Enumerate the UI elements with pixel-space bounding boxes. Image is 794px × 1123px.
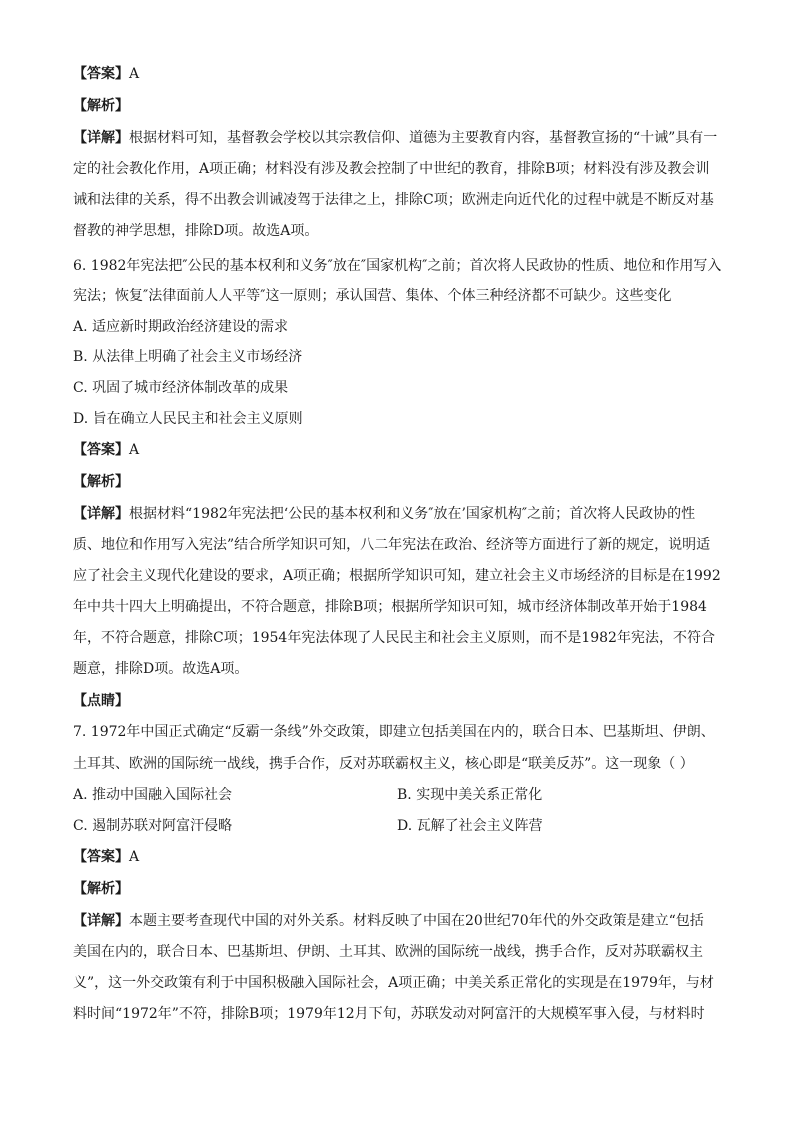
question-stem-line: 6. 1982年宪法把″公民的基本权利和义务″放在″国家机构″之前；首次将人民政协的性质、地位和作用写入 (73, 258, 722, 274)
detail-line: 督教的神学思想，排除D项。故选A项。 (73, 223, 319, 239)
answer-label: 【答案】 (73, 442, 129, 458)
detail-line: 义”，这一外交政策有利于中国积极融入国际社会，A项正确；中美关系正常化的实现是在1979年，与材 (73, 975, 714, 991)
answer-label: 【答案】 (73, 66, 129, 82)
question-stem-line: 宪法；恢复″法律面前人人平等″这一原则；承认国营、集体、个体三种经济都不可缺少。这些变化 (73, 288, 672, 304)
detail-line: 题意，排除D项。故选A项。 (73, 661, 249, 677)
option-d: D. 旨在确立人民民主和社会主义原则 (73, 411, 303, 427)
detail-line: 美国在内的，联合日本、巴基斯坦、伊朗、土耳其、欧洲的国际统一战线，携手合作，反对苏联霸权主 (73, 944, 703, 960)
answer-label: 【答案】 (73, 849, 129, 865)
question-stem-line: 土耳其、欧洲的国际统一战线，携手合作，反对苏联霸权主义，核心即是“联美反苏”。这一现象（ ） (73, 756, 694, 772)
option-b: B. 从法律上明确了社会主义市场经济 (73, 349, 303, 365)
analysis-label: 【解析】 (73, 98, 129, 114)
detail-text: 根据材料“1982年宪法把‘公民的基本权利和义务″放在’国家机构″之前；首次将人民政协的性 (129, 506, 696, 522)
detail-line: 年中共十四大上明确提出，不符合题意，排除B项；根据所学知识可知，城市经济体制改革开始于1984 (73, 599, 707, 615)
answer-line (73, 847, 139, 867)
analysis-label: 【解析】 (73, 474, 129, 490)
answer-line (73, 440, 139, 460)
detail-text: 根据材料可知，基督教会学校以其宗教信仰、道德为主要教育内容，基督教宣扬的“十诫”具有一 (129, 130, 718, 146)
answer-value: A (129, 849, 140, 865)
detail-line (73, 128, 717, 148)
question-stem-line: 7. 1972年中国正式确定“反霸一条线”外交政策，即建立包括美国在内的，联合日本、巴基斯坦、伊朗、 (73, 724, 715, 740)
detail-text: 本题主要考查现代中国的对外关系。材料反映了中国在20世纪70年代的外交政策是建立“包括 (129, 913, 704, 929)
option-a: A. 适应新时期政治经济建设的需求 (73, 319, 289, 335)
option-a: A. 推动中国融入国际社会 (73, 787, 233, 803)
analysis-label: 【解析】 (73, 881, 129, 897)
detail-line: 诫和法律的关系，得不出教会训诫凌驾于法律之上，排除C项；欧洲走向近代化的过程中就是不断反对基 (73, 192, 714, 208)
answer-line (73, 64, 139, 84)
option-b: B. 实现中美关系正常化 (397, 787, 543, 803)
option-c: C. 巩固了城市经济体制改革的成果 (73, 380, 289, 396)
detail-line: 年，不符合题意，排除C项；1954年宪法体现了人民民主和社会主义原则，而不是1982年宪法，不符合 (73, 630, 715, 646)
detail-line: 质、地位和作用写入宪法”结合所学知识可知，八二年宪法在政治、经济等方面进行了新的规定，说明适 (73, 537, 711, 553)
option-c: C. 遏制苏联对阿富汗侵略 (73, 818, 233, 834)
detail-label: 【详解】 (73, 130, 129, 146)
answer-value: A (129, 66, 140, 82)
comment-label: 【点睛】 (73, 693, 129, 709)
detail-line: 料时间“1972年”不符，排除B项；1979年12月下旬，苏联发动对阿富汗的大规模军事入侵，与材料时 (73, 1006, 705, 1022)
detail-line: 定的社会教化作用，A项正确；材料没有涉及教会控制了中世纪的教育，排除B项；材料没有涉及教会训 (73, 161, 710, 177)
detail-line (73, 504, 695, 524)
detail-label: 【详解】 (73, 506, 129, 522)
detail-line (73, 911, 704, 931)
detail-line: 应了社会主义现代化建设的要求，A项正确；根据所学知识可知，建立社会主义市场经济的目标是在1992 (73, 568, 721, 584)
detail-label: 【详解】 (73, 913, 129, 929)
option-d: D. 瓦解了社会主义阵营 (397, 818, 543, 834)
answer-value: A (129, 442, 140, 458)
